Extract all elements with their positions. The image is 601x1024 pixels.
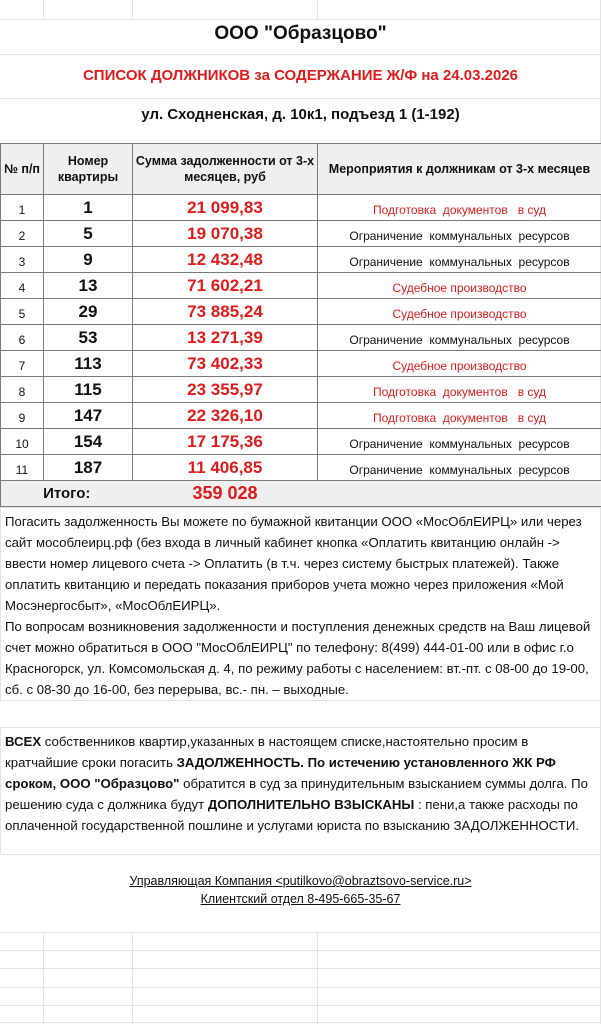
apartment-number: 115 — [44, 377, 133, 403]
column-header-number: № п/п — [1, 144, 44, 195]
debtor-action: Ограничение коммунальных ресурсов — [318, 455, 601, 481]
table-row — [1, 403, 601, 429]
row-number: 2 — [1, 221, 44, 247]
debt-sum: 71 602,21 — [133, 273, 318, 299]
column-header-apartment: Номер квартиры — [44, 144, 133, 195]
debt-sum: 22 326,10 — [133, 403, 318, 429]
debt-sum: 73 885,24 — [133, 299, 318, 325]
debt-sum: 19 070,38 — [133, 221, 318, 247]
row-number: 4 — [1, 273, 44, 299]
column-header-actions: Мероприятия к должникам от 3-х месяцев — [318, 144, 601, 195]
debtors-list-title: СПИСОК ДОЛЖНИКОВ за СОДЕРЖАНИЕ Ж/Ф на 24.03.2026 — [82, 67, 519, 84]
gridline — [0, 968, 601, 969]
debtor-action: Судебное производство — [318, 299, 601, 325]
debtors-table — [0, 143, 601, 507]
table-row — [1, 377, 601, 403]
debt-sum: 12 432,48 — [133, 247, 318, 273]
row-number: 1 — [1, 195, 44, 221]
row-number: 3 — [1, 247, 44, 273]
contact-instructions: По вопросам возникновения задолженности и поступления денежных средств на Ваш лицевой счет можно обратиться в ООО "МосОблЕИРЦ" по телефону: 8(499) 444-01-00 или в офис г.о Красногорск, ул. Комсомольская д. 4, по режиму работы с населением: вт.-пт. с 08-00 до 19-00, сб. с 08-30 до 16-00, без перерыва, вс.- пн. – выходные. — [5, 619, 591, 697]
table-row — [1, 325, 601, 351]
payment-info — [0, 507, 601, 701]
footer — [0, 872, 601, 908]
table-row — [1, 351, 601, 377]
debtor-action: Ограничение коммунальных ресурсов — [318, 221, 601, 247]
table-row — [1, 273, 601, 299]
client-department-phone[interactable]: Клиентский отдел 8-495-665-35-67 — [200, 892, 401, 906]
row-number: 8 — [1, 377, 44, 403]
apartment-number: 1 — [44, 195, 133, 221]
warning-text-3: : пени,а также расходы по оплаченной государственной пошлине и услугами юриста по взысканию ЗАДОЛЖЕННОСТИ. — [5, 797, 580, 833]
debt-sum: 73 402,33 — [133, 351, 318, 377]
debtor-action: Судебное производство — [318, 273, 601, 299]
debt-sum: 23 355,97 — [133, 377, 318, 403]
warning-bold-1: ВСЕХ — [5, 734, 42, 749]
apartment-number: 113 — [44, 351, 133, 377]
table-row — [1, 455, 601, 481]
total-label: Итого: — [1, 481, 133, 507]
apartment-number: 9 — [44, 247, 133, 273]
debtor-action: Подготовка документов в суд — [318, 377, 601, 403]
gridline — [0, 1005, 601, 1006]
table-row — [1, 429, 601, 455]
gridline — [0, 932, 601, 933]
gridline — [317, 932, 318, 1024]
row-number: 9 — [1, 403, 44, 429]
table-header-row — [1, 144, 601, 195]
debtor-action: Ограничение коммунальных ресурсов — [318, 247, 601, 273]
total-empty-cell — [318, 481, 601, 507]
apartment-number: 154 — [44, 429, 133, 455]
debt-sum: 13 271,39 — [133, 325, 318, 351]
total-row — [1, 481, 601, 507]
company-title: ООО "Образцово" — [214, 23, 387, 44]
gridline — [132, 932, 133, 1024]
debt-sum: 11 406,85 — [133, 455, 318, 481]
apartment-number: 187 — [44, 455, 133, 481]
payment-instructions: Погасить задолженность Вы можете по бумажной квитанции ООО «МосОблЕИРЦ» или через сайт мособлеирц.рф (без входа в личный кабинет кнопка «Оплатить квитанцию онлайн -> ввести номер лицевого счета -> Оплатить (в т.ч. через систему быстрых платежей). Также оплатить квитанцию и передать показания приборов учета можно через приложения «Мой Мосэнергосбыт», «МосОблЕИРЦ». — [5, 514, 582, 613]
apartment-number: 53 — [44, 325, 133, 351]
apartment-number: 13 — [44, 273, 133, 299]
debtor-action: Ограничение коммунальных ресурсов — [318, 325, 601, 351]
table-row — [1, 195, 601, 221]
apartment-number: 147 — [44, 403, 133, 429]
apartment-number: 5 — [44, 221, 133, 247]
warning-bold-2: ЗАДОЛЖЕННОСТЬ. По истечению установленного ЖК РФ сроком, ООО "Образцово" — [5, 755, 556, 791]
total-sum: 359 028 — [133, 481, 318, 507]
apartment-number: 29 — [44, 299, 133, 325]
debtor-action: Подготовка документов в суд — [318, 195, 601, 221]
debt-sum: 21 099,83 — [133, 195, 318, 221]
warning-bold-3: ДОПОЛНИТЕЛЬНО ВЗЫСКАНЫ — [207, 797, 415, 812]
gridline — [0, 987, 601, 988]
debtor-action: Судебное производство — [318, 351, 601, 377]
table-row — [1, 299, 601, 325]
table-row — [1, 221, 601, 247]
row-number: 10 — [1, 429, 44, 455]
row-number: 6 — [1, 325, 44, 351]
row-number: 5 — [1, 299, 44, 325]
warning-text-1: собственников квартир,указанных в настоящем списке,настоятельно просим в кратчайшие сроки погасить — [5, 734, 529, 770]
debt-sum: 17 175,36 — [133, 429, 318, 455]
debtor-action: Ограничение коммунальных ресурсов — [318, 429, 601, 455]
debtor-action: Подготовка документов в суд — [318, 403, 601, 429]
management-company-contact[interactable]: Управляющая Компания <putilkovo@obraztsovo-service.ru> — [129, 874, 472, 888]
column-header-debt-sum: Сумма задолженности от 3-х месяцев, руб — [133, 144, 318, 195]
warning-notice — [0, 727, 601, 855]
gridline — [0, 950, 601, 951]
table-row — [1, 247, 601, 273]
row-number: 11 — [1, 455, 44, 481]
row-number: 7 — [1, 351, 44, 377]
warning-text-2: обратится в суд за принудительным взысканием суммы долга. По решению суда с должника будут — [5, 776, 588, 812]
gridline — [0, 1022, 601, 1023]
gridline — [43, 932, 44, 1024]
building-address: ул. Сходненская, д. 10к1, подъезд 1 (1-192) — [141, 106, 460, 123]
